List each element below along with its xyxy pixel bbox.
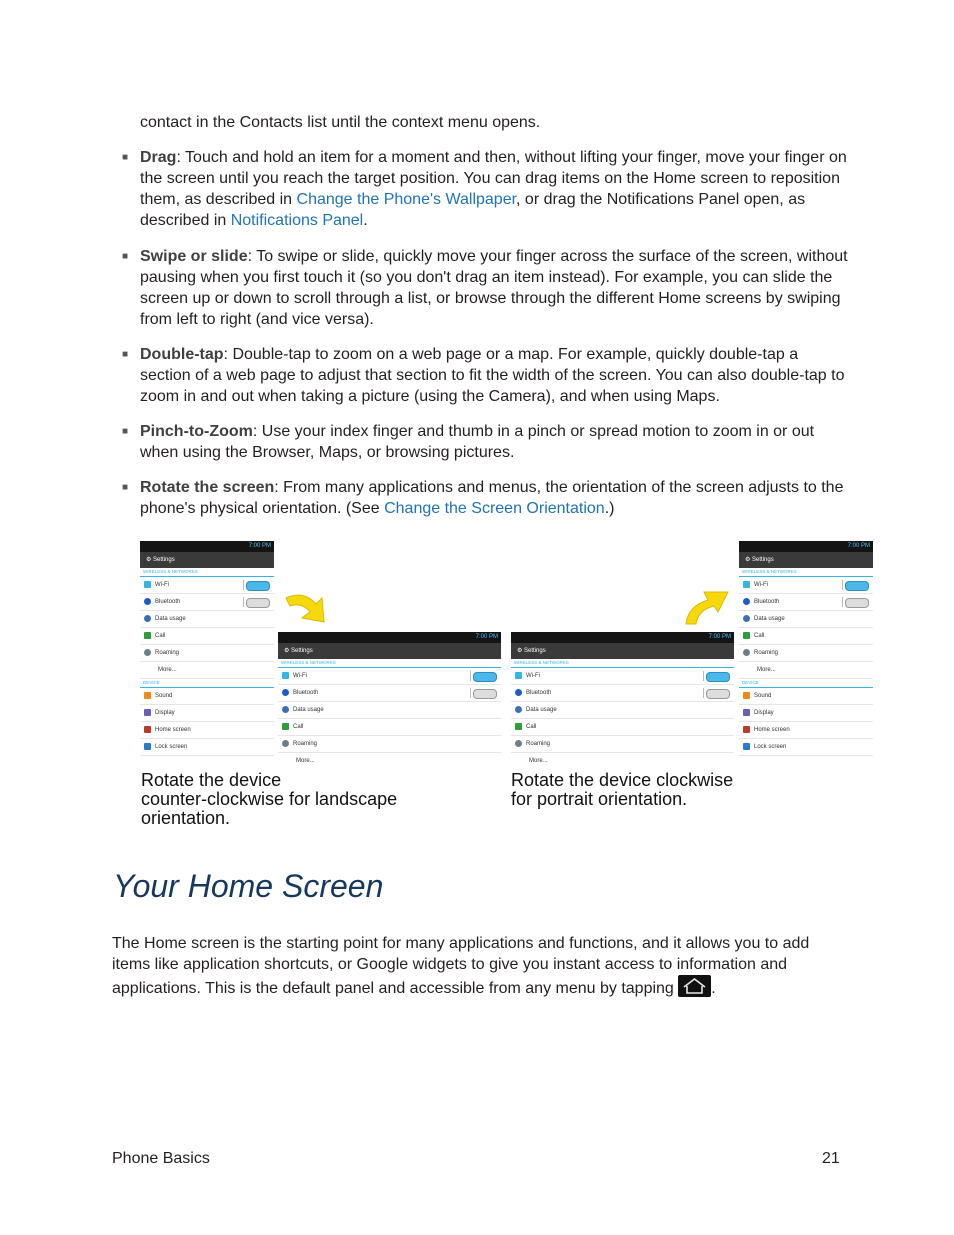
row-label: Roaming bbox=[526, 741, 551, 747]
row-label: Sound bbox=[754, 693, 772, 699]
row-label: Roaming bbox=[293, 741, 318, 747]
row-call[interactable] bbox=[140, 628, 274, 645]
row-label: Data usage bbox=[526, 707, 557, 713]
bullet-pinch bbox=[122, 421, 850, 463]
roaming-icon bbox=[282, 740, 289, 747]
row-display[interactable] bbox=[739, 705, 873, 722]
call-icon bbox=[743, 632, 750, 639]
row-home-screen[interactable] bbox=[140, 722, 274, 739]
wifi-toggle[interactable] bbox=[706, 672, 730, 682]
gear-icon: ⚙ bbox=[146, 557, 154, 563]
wifi-toggle[interactable] bbox=[473, 672, 497, 682]
bluetooth-toggle[interactable] bbox=[473, 689, 497, 699]
row-label: More... bbox=[158, 667, 177, 673]
divider bbox=[703, 688, 704, 698]
home-paragraph-text: The Home screen is the starting point for many applications and functions, and it allows you to add items like application shortcuts, or Google widgets to give you instant access to information and applications. This is the default panel and accessible from any menu by tapping bbox=[112, 935, 810, 997]
caption-line: Rotate the device bbox=[141, 770, 282, 790]
row-sound[interactable] bbox=[739, 688, 873, 705]
row-roaming[interactable] bbox=[511, 736, 734, 753]
settings-title: Settings bbox=[524, 648, 546, 654]
phone-portrait-right bbox=[739, 541, 873, 761]
row-wifi[interactable] bbox=[140, 577, 274, 594]
display-icon bbox=[144, 709, 151, 716]
phone-portrait-left bbox=[140, 541, 274, 761]
footer-page-number: 21 bbox=[822, 1150, 840, 1167]
status-bar bbox=[278, 632, 501, 643]
bluetooth-icon bbox=[515, 689, 522, 696]
row-roaming[interactable] bbox=[140, 645, 274, 662]
row-sound[interactable] bbox=[140, 688, 274, 705]
settings-title: Settings bbox=[153, 557, 175, 563]
row-label: Bluetooth bbox=[155, 599, 181, 605]
bullet-text: : Touch and hold an item for a moment and then, without lifting your finger, move your finger on the screen until you reach the target position. You can drag items on the Home screen to reposition them, as described in bbox=[140, 149, 847, 208]
bullet-term: Drag bbox=[140, 149, 177, 166]
status-time: 7:00 PM bbox=[475, 634, 498, 640]
roaming-icon bbox=[743, 649, 750, 656]
status-time: 7:00 PM bbox=[847, 543, 870, 549]
row-label: Data usage bbox=[155, 616, 186, 622]
row-label: Call bbox=[155, 633, 166, 639]
rotate-arrow-icon bbox=[682, 588, 732, 626]
home-paragraph bbox=[112, 933, 842, 999]
row-bluetooth[interactable] bbox=[140, 594, 274, 611]
data-usage-icon bbox=[144, 615, 151, 622]
status-bar bbox=[140, 541, 274, 552]
bluetooth-toggle[interactable] bbox=[706, 689, 730, 699]
row-label: More... bbox=[757, 667, 776, 673]
row-more[interactable] bbox=[511, 753, 734, 767]
divider bbox=[842, 580, 843, 590]
row-label: Wi-Fi bbox=[526, 673, 540, 679]
home-icon bbox=[743, 726, 750, 733]
divider bbox=[470, 688, 471, 698]
settings-titlebar bbox=[278, 643, 501, 659]
bullet-term: Pinch-to-Zoom bbox=[140, 423, 253, 440]
wifi-icon bbox=[282, 672, 289, 679]
row-label: Home screen bbox=[155, 727, 191, 733]
bullet-text: , or drag the Notifications Panel open, as described in bbox=[140, 191, 806, 229]
data-usage-icon bbox=[515, 706, 522, 713]
row-roaming[interactable] bbox=[739, 645, 873, 662]
call-icon bbox=[282, 723, 289, 730]
lock-screen-icon bbox=[743, 743, 750, 750]
gear-icon: ⚙ bbox=[517, 648, 525, 654]
settings-titlebar bbox=[140, 552, 274, 568]
caption-line: orientation. bbox=[141, 808, 231, 828]
link-change-wallpaper[interactable]: Change the Phone's Wallpaper bbox=[296, 191, 517, 208]
section-wireless: WIRELESS & NETWORKS bbox=[739, 568, 873, 577]
settings-titlebar bbox=[739, 552, 873, 568]
section-wireless: WIRELESS & NETWORKS bbox=[511, 659, 734, 668]
row-lock-screen[interactable] bbox=[739, 739, 873, 756]
row-call[interactable] bbox=[511, 719, 734, 736]
bullet-text: .) bbox=[604, 500, 615, 517]
wifi-toggle[interactable] bbox=[845, 581, 869, 591]
bullet-text: : Use your index finger and thumb in a pinch or spread motion to zoom in or out when using the Browser, Maps, or browsing pictures. bbox=[140, 423, 815, 461]
row-data-usage[interactable] bbox=[278, 702, 501, 719]
divider bbox=[842, 597, 843, 607]
status-bar bbox=[511, 632, 734, 643]
bluetooth-toggle[interactable] bbox=[845, 598, 869, 608]
footer-section: Phone Basics bbox=[112, 1150, 210, 1167]
bullet-square-icon: ■ bbox=[122, 251, 129, 262]
divider bbox=[703, 671, 704, 681]
row-label: Roaming bbox=[754, 650, 779, 656]
bullet-square-icon: ■ bbox=[122, 349, 129, 360]
row-call[interactable] bbox=[739, 628, 873, 645]
rotate-arrow-icon bbox=[284, 588, 334, 626]
row-label: Wi-Fi bbox=[754, 582, 768, 588]
section-wireless: WIRELESS & NETWORKS bbox=[140, 568, 274, 577]
row-display[interactable] bbox=[140, 705, 274, 722]
caption-line: counter-clockwise for landscape bbox=[141, 789, 398, 809]
bullet-double-tap bbox=[122, 344, 850, 407]
row-label: Call bbox=[754, 633, 765, 639]
sound-icon bbox=[743, 692, 750, 699]
row-home-screen[interactable] bbox=[739, 722, 873, 739]
bluetooth-icon bbox=[144, 598, 151, 605]
gear-icon: ⚙ bbox=[284, 648, 292, 654]
gear-icon: ⚙ bbox=[745, 557, 753, 563]
home-key-icon bbox=[678, 975, 711, 997]
row-label: Call bbox=[293, 724, 304, 730]
row-wifi[interactable] bbox=[739, 577, 873, 594]
section-title: Your Home Screen bbox=[113, 868, 384, 904]
sound-icon bbox=[144, 692, 151, 699]
row-label: More... bbox=[529, 758, 548, 764]
row-call[interactable] bbox=[278, 719, 501, 736]
row-label: Display bbox=[754, 710, 774, 716]
settings-titlebar bbox=[511, 643, 734, 659]
row-label: Display bbox=[155, 710, 175, 716]
section-device: DEVICE bbox=[739, 679, 873, 688]
caption-right bbox=[511, 771, 733, 809]
row-bluetooth[interactable] bbox=[739, 594, 873, 611]
status-bar bbox=[739, 541, 873, 552]
bullet-text: : To swipe or slide, quickly move your finger across the surface of the screen, without pausing when you first touch it (so you don't drag an item instead). For example, you can slide the screen up or down to scroll through a list, or browse through the different Home screens by swiping from left to right (and vice versa). bbox=[140, 248, 848, 328]
row-label: Bluetooth bbox=[754, 599, 780, 605]
row-label: Data usage bbox=[293, 707, 324, 713]
row-bluetooth[interactable] bbox=[278, 685, 501, 702]
row-label: Call bbox=[526, 724, 537, 730]
row-bluetooth[interactable] bbox=[511, 685, 734, 702]
section-device: DEVICE bbox=[140, 679, 274, 688]
status-time: 7:00 PM bbox=[248, 543, 271, 549]
row-wifi[interactable] bbox=[511, 668, 734, 685]
row-label: Sound bbox=[155, 693, 173, 699]
call-icon bbox=[144, 632, 151, 639]
row-data-usage[interactable] bbox=[140, 611, 274, 628]
bullet-swipe bbox=[122, 246, 850, 330]
phone-landscape-right bbox=[511, 632, 734, 767]
caption-line: Rotate the device clockwise bbox=[511, 770, 734, 790]
row-lock-screen[interactable] bbox=[140, 739, 274, 756]
row-label: Lock screen bbox=[155, 744, 188, 750]
row-more[interactable] bbox=[140, 662, 274, 679]
row-wifi[interactable] bbox=[278, 668, 501, 685]
settings-title: Settings bbox=[752, 557, 774, 563]
data-usage-icon bbox=[743, 615, 750, 622]
bullet-square-icon: ■ bbox=[122, 426, 129, 437]
wifi-toggle[interactable] bbox=[246, 581, 270, 591]
row-data-usage[interactable] bbox=[511, 702, 734, 719]
row-more[interactable] bbox=[739, 662, 873, 679]
bluetooth-toggle[interactable] bbox=[246, 598, 270, 608]
row-data-usage[interactable] bbox=[739, 611, 873, 628]
link-notifications-panel[interactable]: Notifications Panel bbox=[230, 212, 364, 229]
row-more[interactable] bbox=[278, 753, 501, 767]
lock-screen-icon bbox=[144, 743, 151, 750]
bullet-rotate bbox=[122, 477, 850, 519]
row-label: Wi-Fi bbox=[155, 582, 169, 588]
row-label: Wi-Fi bbox=[293, 673, 307, 679]
row-label: Lock screen bbox=[754, 744, 787, 750]
section-wireless: WIRELESS & NETWORKS bbox=[278, 659, 501, 668]
wifi-icon bbox=[515, 672, 522, 679]
row-label: More... bbox=[296, 758, 315, 764]
display-icon bbox=[743, 709, 750, 716]
row-label: Data usage bbox=[754, 616, 785, 622]
settings-title: Settings bbox=[291, 648, 313, 654]
caption-left bbox=[141, 771, 397, 828]
bullet-text: : Double-tap to zoom on a web page or a map. For example, quickly double-tap a section of a web page to adjust that section to fit the width of the screen. You can also double-tap to zoom in and out when taking a picture (using the Camera), and when using Maps. bbox=[140, 346, 845, 405]
row-label: Home screen bbox=[754, 727, 790, 733]
row-label: Roaming bbox=[155, 650, 180, 656]
data-usage-icon bbox=[282, 706, 289, 713]
link-screen-orientation[interactable]: Change the Screen Orientation bbox=[384, 500, 605, 517]
wifi-icon bbox=[144, 581, 151, 588]
row-label: Bluetooth bbox=[293, 690, 319, 696]
status-time: 7:00 PM bbox=[708, 634, 731, 640]
bullet-text: . bbox=[363, 212, 368, 229]
roaming-icon bbox=[144, 649, 151, 656]
row-roaming[interactable] bbox=[278, 736, 501, 753]
bullet-term: Swipe or slide bbox=[140, 248, 248, 265]
intro-line: contact in the Contacts list until the context menu opens. bbox=[140, 114, 541, 131]
divider bbox=[243, 580, 244, 590]
home-paragraph-end: . bbox=[711, 980, 716, 997]
bullet-term: Rotate the screen bbox=[140, 479, 275, 496]
bullet-square-icon: ■ bbox=[122, 482, 129, 493]
row-label: Bluetooth bbox=[526, 690, 552, 696]
caption-line: for portrait orientation. bbox=[511, 789, 688, 809]
bullet-term: Double-tap bbox=[140, 346, 224, 363]
phone-landscape-left bbox=[278, 632, 501, 767]
call-icon bbox=[515, 723, 522, 730]
bluetooth-icon bbox=[743, 598, 750, 605]
wifi-icon bbox=[743, 581, 750, 588]
divider bbox=[470, 671, 471, 681]
home-icon bbox=[144, 726, 151, 733]
roaming-icon bbox=[515, 740, 522, 747]
bluetooth-icon bbox=[282, 689, 289, 696]
divider bbox=[243, 597, 244, 607]
bullet-drag bbox=[122, 147, 850, 231]
bullet-text: : From many applications and menus, the orientation of the screen adjusts to the phone's physical orientation. (See bbox=[140, 479, 844, 517]
bullet-square-icon: ■ bbox=[122, 152, 129, 163]
